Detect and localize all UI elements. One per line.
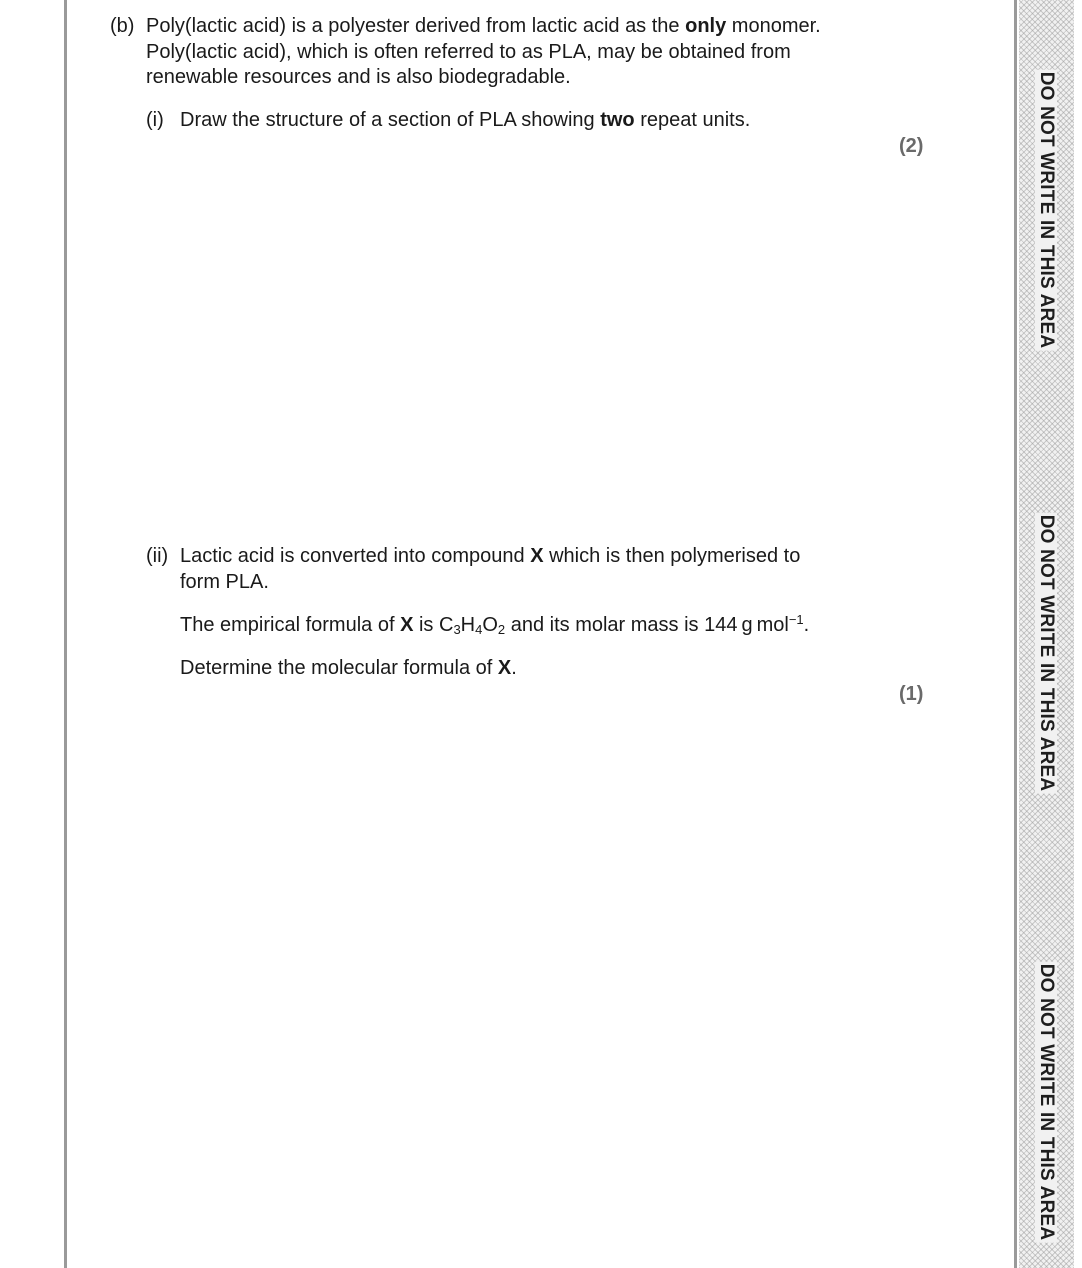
intro-emphasis: only [685,15,727,37]
part-b-intro-line-2: Poly(lactic acid), which is often referred to as PLA, may be obtained from [146,41,791,63]
compound-x: X [497,657,512,679]
part-ii-label: (ii) [146,545,169,567]
question-emphasis: two [600,109,635,131]
part-b-intro-line-1 [146,14,821,39]
part-i-label: (i) [146,109,164,131]
formula-element: C [438,614,454,636]
intro-text: Poly(lactic acid) is a polyester derived from lactic acid as the [146,15,686,37]
part-b-label: (b) [110,15,135,37]
compound-x: X [400,614,414,636]
margin-warning-middle: DO NOT WRITE IN THIS AREA [1036,514,1057,792]
molar-mass-text: and its molar mass is 144 g mol [505,614,789,636]
left-margin-rule [64,0,67,1268]
answer-space-part-ii [146,720,926,1240]
determine-instruction [180,656,517,681]
right-margin-rule [1014,0,1017,1268]
question-text: The empirical formula of [180,614,401,636]
question-text: repeat units. [634,109,751,131]
compound-x: X [530,545,544,567]
part-ii-marks: (1) [899,683,924,705]
empirical-formula-statement [180,613,809,638]
part-i-question [180,108,750,133]
margin-warning-top: DO NOT WRITE IN THIS AREA [1036,71,1057,349]
formula-subscript: 4 [475,622,483,637]
part-ii-line-1 [180,544,800,569]
question-text: Determine the molecular formula of [180,657,498,679]
unit-superscript: −1 [788,612,804,627]
part-b-intro-line-3: renewable resources and is also biodegradable. [146,66,571,88]
question-text: is [413,614,439,636]
formula-element: O [482,614,498,636]
intro-text: monomer. [726,15,821,37]
empirical-formula [439,614,505,636]
question-text: Draw the structure of a section of PLA showing [180,109,601,131]
sentence-end: . [511,657,517,679]
question-text: which is then polymerised to [543,545,801,567]
formula-subscript: 3 [453,622,461,637]
formula-subscript: 2 [497,622,506,637]
part-ii-line-2: form PLA. [180,571,269,593]
question-text: Lactic acid is converted into compound [180,545,531,567]
part-i-marks: (2) [899,135,924,157]
answer-space-part-i [146,170,926,530]
margin-warning-bottom: DO NOT WRITE IN THIS AREA [1036,963,1057,1241]
sentence-end: . [803,614,810,636]
formula-element: H [460,614,476,636]
